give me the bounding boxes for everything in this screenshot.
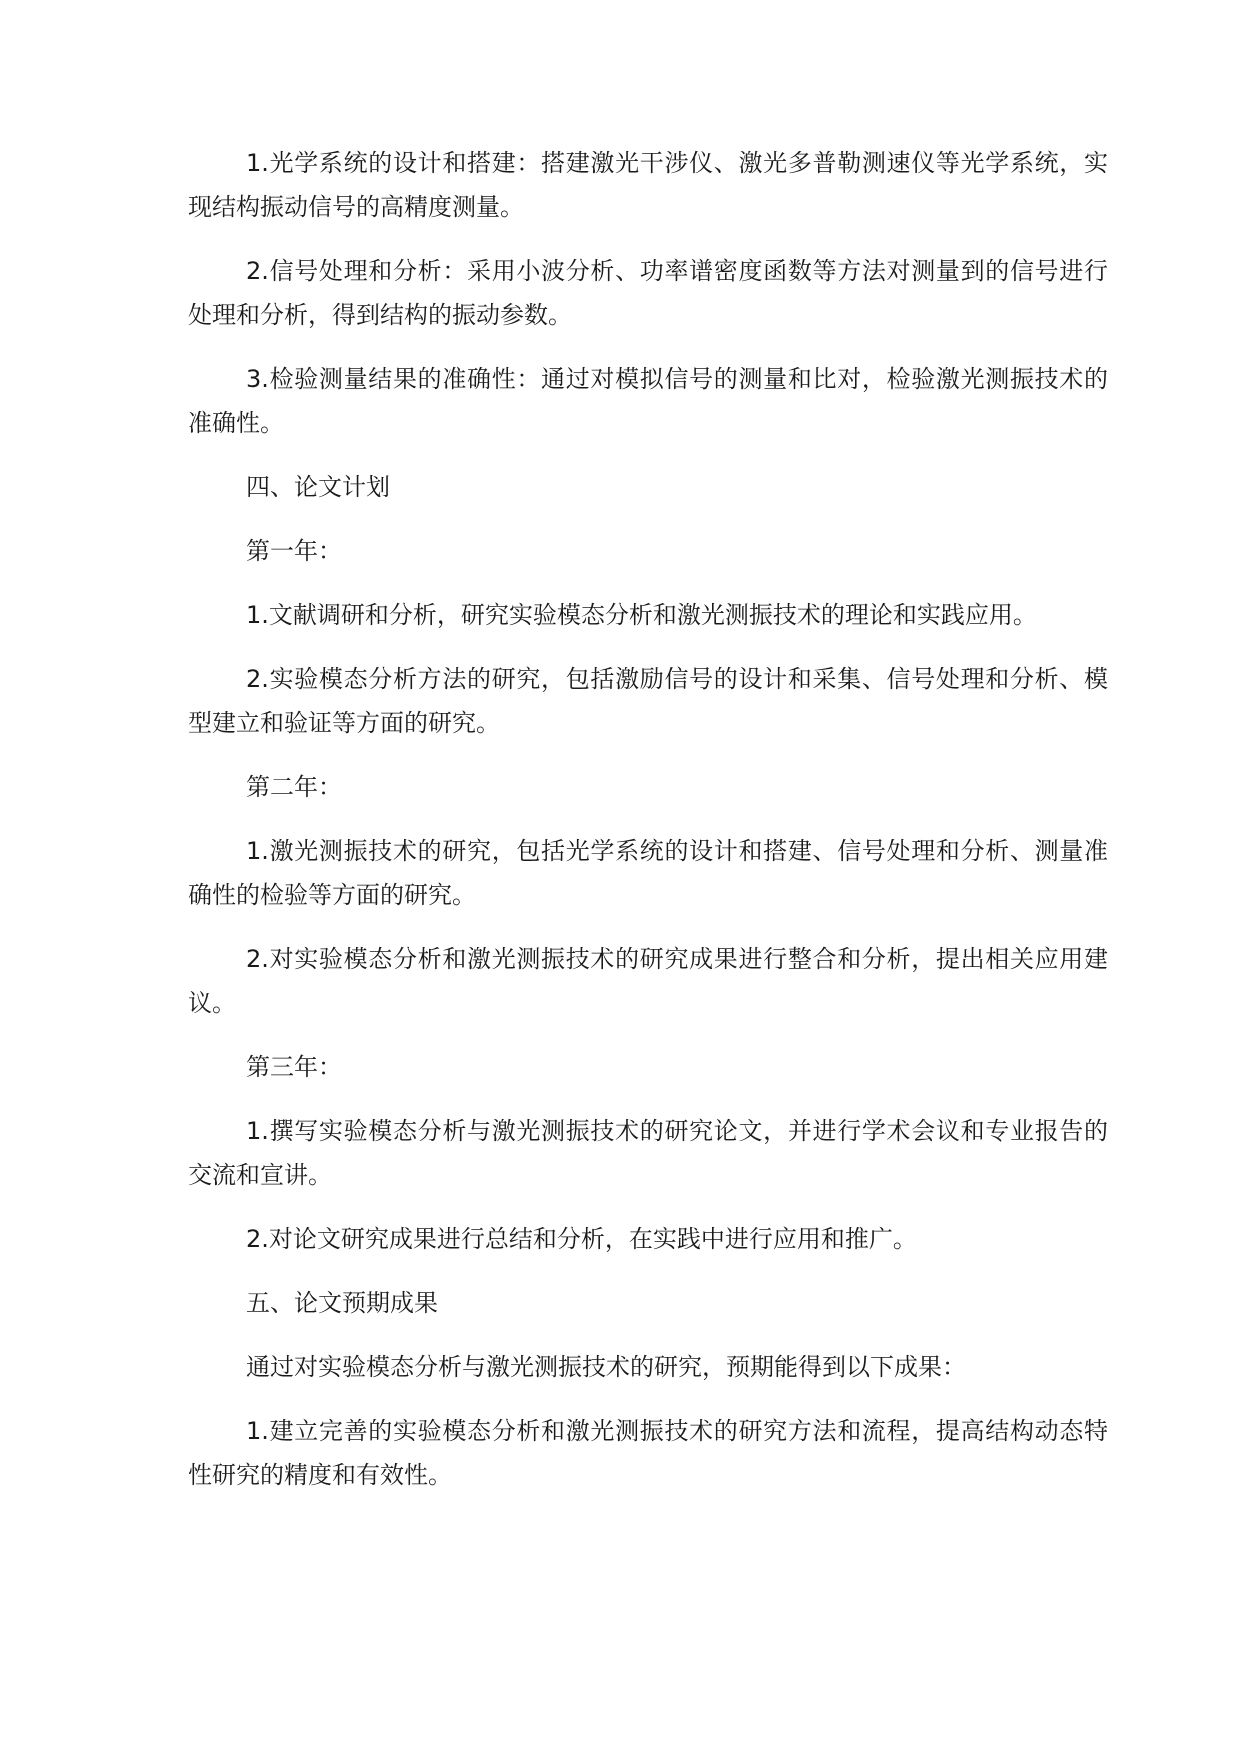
paragraph-signal-processing: 2.信号处理和分析：采用小波分析、功率谱密度函数等方法对测量到的信号进行处理和分析，得到结构的振动参数。	[188, 257, 1108, 329]
paragraph-year2-item2: 2.对实验模态分析和激光测振技术的研究成果进行整合和分析，提出相关应用建议。	[188, 945, 1108, 1017]
paragraph-year2-item1: 1.激光测振技术的研究，包括光学系统的设计和搭建、信号处理和分析、测量准确性的检验等方面的研究。	[188, 837, 1108, 909]
paragraph-accuracy-check: 3.检验测量结果的准确性：通过对模拟信号的测量和比对，检验激光测振技术的准确性。	[188, 365, 1108, 437]
year-heading-third: 第三年：	[246, 1053, 342, 1081]
year-heading-second: 第二年：	[246, 773, 342, 801]
paragraph-optical-system: 1.光学系统的设计和搭建：搭建激光干涉仪、激光多普勒测速仪等光学系统，实现结构振动信号的高精度测量。	[188, 149, 1108, 221]
paragraph-year3-item2: 2.对论文研究成果进行总结和分析，在实践中进行应用和推广。	[246, 1225, 917, 1253]
section-heading-thesis-plan: 四、论文计划	[246, 473, 390, 501]
year-heading-first: 第一年：	[246, 537, 342, 565]
section-heading-expected-results: 五、论文预期成果	[246, 1289, 438, 1317]
document-page	[188, 141, 1108, 1517]
paragraph-expected-intro: 通过对实验模态分析与激光测振技术的研究，预期能得到以下成果：	[246, 1353, 966, 1381]
paragraph-year3-item1: 1.撰写实验模态分析与激光测振技术的研究论文，并进行学术会议和专业报告的交流和宣讲。	[188, 1117, 1108, 1189]
paragraph-year1-item2: 2.实验模态分析方法的研究，包括激励信号的设计和采集、信号处理和分析、模型建立和验证等方面的研究。	[188, 665, 1108, 737]
paragraph-year1-item1: 1.文献调研和分析，研究实验模态分析和激光测振技术的理论和实践应用。	[246, 601, 1037, 629]
paragraph-expected-item1: 1.建立完善的实验模态分析和激光测振技术的研究方法和流程，提高结构动态特性研究的精度和有效性。	[188, 1417, 1108, 1489]
